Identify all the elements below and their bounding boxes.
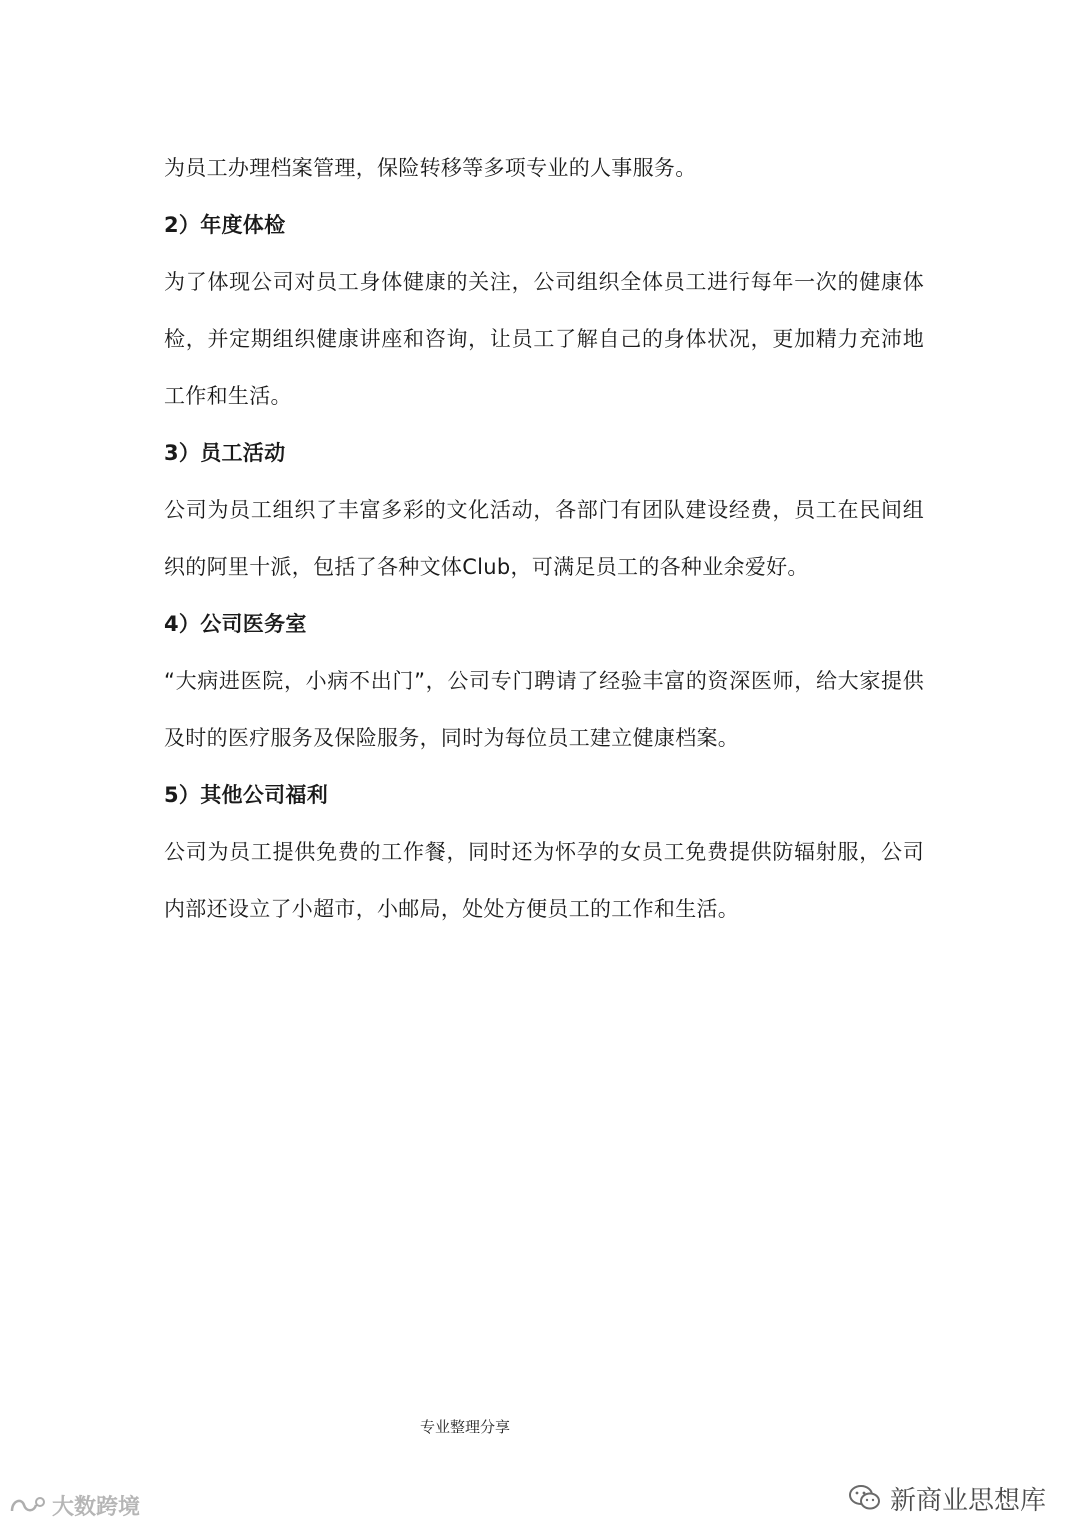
section-heading-other-benefits: 5）其他公司福利 (164, 783, 329, 807)
section-body-employee-activities: 公司为员工组织了丰富多彩的文化活动，各部门有团队建设经费，员工在民间组织的阿里十派，包括了各种文体Club，可满足员工的各种业余爱好。 (164, 498, 924, 579)
watermark-left (8, 1490, 140, 1520)
wechat-icon (848, 1483, 882, 1513)
document-content (164, 140, 924, 938)
intro-paragraph: 为员工办理档案管理，保险转移等多项专业的人事服务。 (164, 156, 697, 180)
section-body-annual-checkup: 为了体现公司对员工身体健康的关注，公司组织全体员工进行每年一次的健康体检，并定期组织健康讲座和咨询，让员工了解自己的身体状况，更加精力充沛地工作和生活。 (164, 270, 924, 408)
footer-note: 专业整理分享 (419, 1418, 510, 1436)
section-heading-employee-activities: 3）员工活动 (164, 441, 286, 465)
section-heading-medical-room: 4）公司医务室 (164, 612, 307, 636)
logo-icon (8, 1494, 48, 1516)
section-body-other-benefits: 公司为员工提供免费的工作餐，同时还为怀孕的女员工免费提供防辐射服，公司内部还设立了小超市，小邮局，处处方便员工的工作和生活。 (164, 840, 924, 921)
watermark-right (848, 1478, 1046, 1518)
watermark-left-text: 大数跨境 (52, 1494, 141, 1520)
watermark-right-text: 新商业思想库 (889, 1485, 1046, 1516)
section-body-medical-room: “大病进医院，小病不出门”，公司专门聘请了经验丰富的资深医师，给大家提供及时的医疗服务及保险服务，同时为每位员工建立健康档案。 (164, 669, 924, 750)
section-heading-annual-checkup: 2）年度体检 (164, 213, 286, 237)
